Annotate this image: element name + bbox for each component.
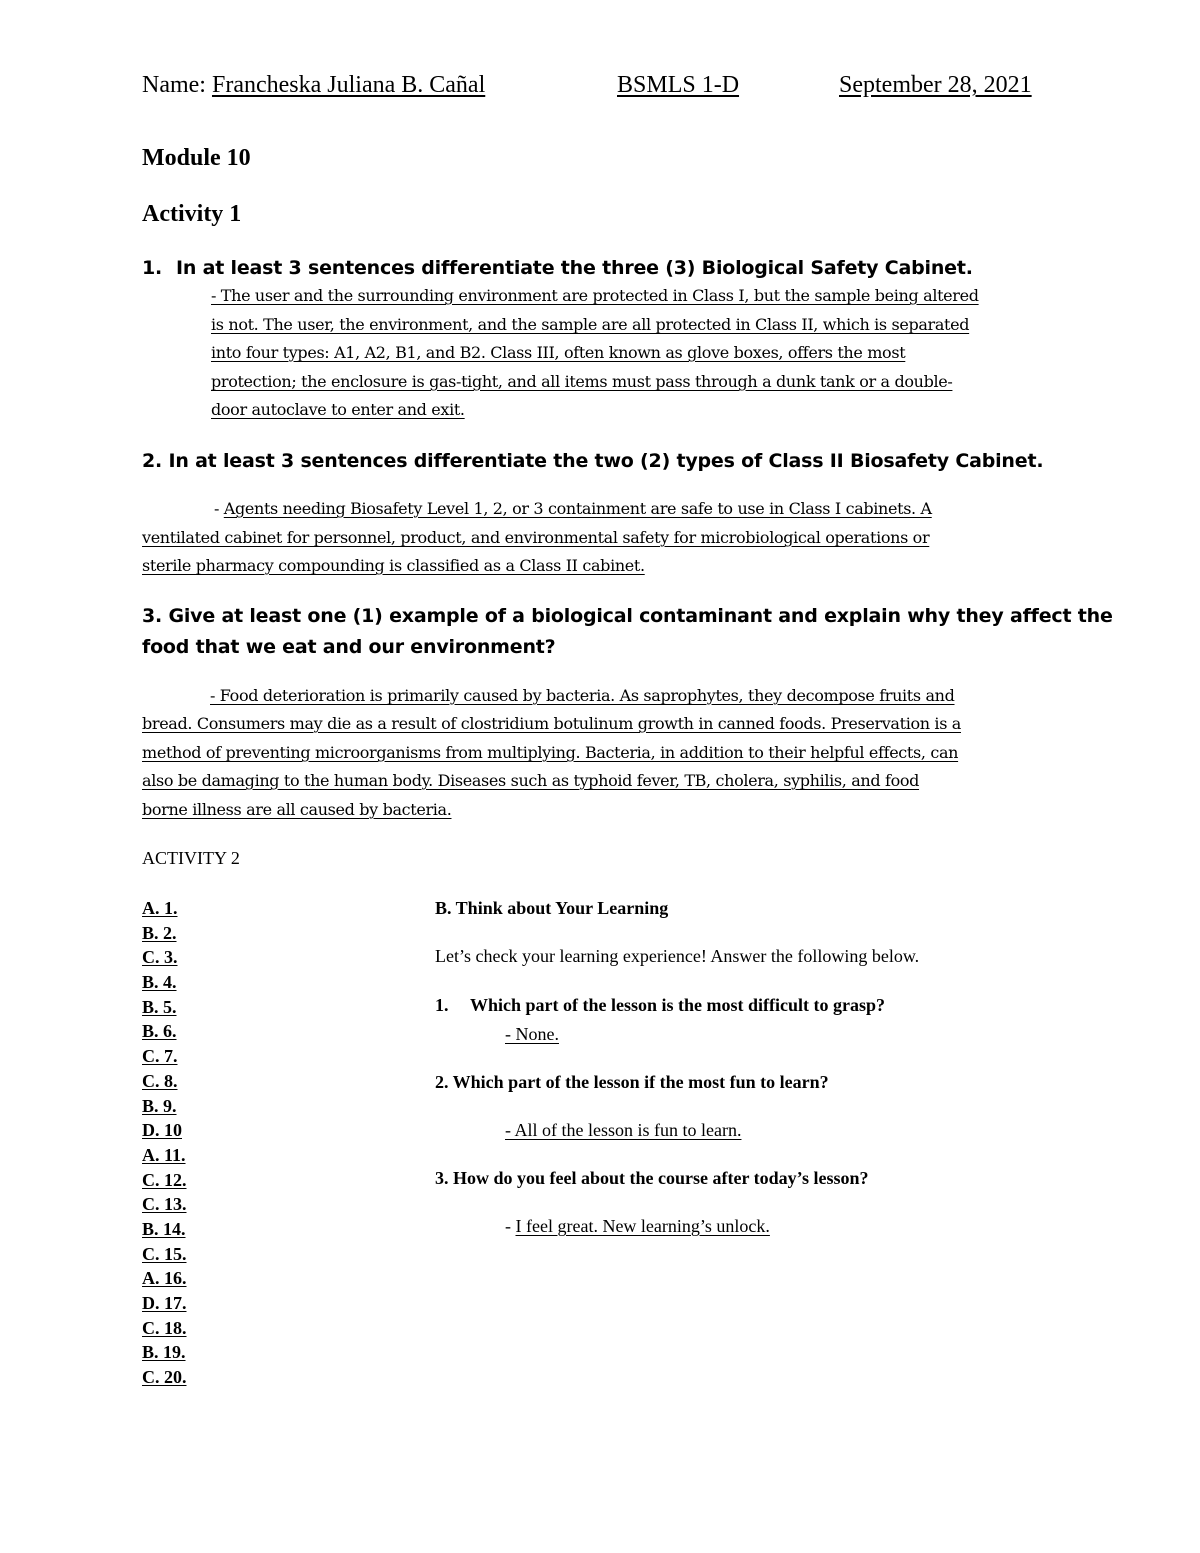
answer-key-item: A. 16.	[142, 1268, 187, 1289]
answer-key-item: A. 11.	[142, 1144, 186, 1165]
answer-2-line: sterile pharmacy compounding is classified as a Class II cabinet.	[142, 556, 645, 575]
answer-key-item: C. 13.	[142, 1194, 187, 1215]
answer-key-list	[142, 897, 187, 1391]
student-name: Francheska Juliana B. Cañal	[211, 72, 486, 98]
reflection-answer-2: - All of the lesson is fun to learn.	[505, 1120, 742, 1140]
answer-1-line: into four types: A1, A2, B1, and B2. Class III, often known as glove boxes, offers the most	[211, 343, 906, 362]
answer-2-line: ventilated cabinet for personnel, product, and environmental safety for microbiological operations or	[142, 528, 930, 547]
reflection-answer-3-dash: -	[505, 1216, 516, 1236]
answer-2-line: Agents needing Biosafety Level 1, 2, or 3 containment are safe to use in Class I cabinets. A	[223, 499, 932, 518]
answer-key-item: B. 19.	[142, 1342, 186, 1363]
answer-key-item: A. 1.	[142, 898, 178, 918]
answer-key-item: D. 10	[142, 1120, 182, 1141]
answer-key-item: C. 20.	[142, 1367, 187, 1388]
activity-2-title: ACTIVITY 2	[142, 848, 240, 868]
answer-key-item: C. 8.	[142, 1070, 178, 1091]
answer-key-item: C. 7.	[142, 1046, 178, 1067]
answer-1-line: door autoclave to enter and exit.	[211, 400, 465, 419]
think-about-intro: Let’s check your learning experience! Answer the following below.	[435, 946, 920, 966]
answer-key-item: B. 5.	[142, 996, 177, 1017]
section: BSMLS 1-D	[617, 72, 740, 98]
answer-3-line: bread. Consumers may die as a result of clostridium botulinum growth in canned foods. Preservation is a	[142, 714, 961, 733]
answer-2-dash: -	[214, 499, 224, 518]
answer-key-item: C. 12.	[142, 1169, 187, 1190]
module-title: Module 10	[142, 145, 251, 171]
question-2: 2. In at least 3 sentences differentiate the two (2) types of Class II Biosafety Cabinet.	[142, 450, 1044, 472]
answer-1-line: is not. The user, the environment, and the sample are all protected in Class II, which is separated	[211, 315, 970, 334]
date: September 28, 2021	[839, 72, 1032, 98]
student-name-line	[142, 72, 485, 99]
reflection-question-3: 3. How do you feel about the course after today’s lesson?	[435, 1168, 869, 1188]
reflection-answer-3-text: I feel great. New learning’s unlock.	[515, 1216, 770, 1236]
answer-2-first-line	[214, 499, 932, 518]
answer-3-line: - Food deterioration is primarily caused by bacteria. As saprophytes, they decompose fruits and	[210, 686, 955, 705]
answer-3-line: borne illness are all caused by bacteria.	[142, 800, 452, 819]
answer-key-item: B. 2.	[142, 922, 177, 943]
answer-3-line: method of preventing microorganisms from multiplying. Bacteria, in addition to their helpful effects, can	[142, 743, 959, 762]
answer-3-line: also be damaging to the human body. Diseases such as typhoid fever, TB, cholera, syphilis, and food	[142, 771, 920, 790]
reflection-question-1-number: 1.	[435, 995, 449, 1015]
reflection-answer-1: - None.	[505, 1024, 559, 1044]
question-1: In at least 3 sentences differentiate the three (3) Biological Safety Cabinet.	[176, 257, 973, 279]
reflection-question-1: Which part of the lesson is the most difficult to grasp?	[470, 995, 885, 1015]
answer-1-line: - The user and the surrounding environment are protected in Class I, but the sample being altered	[211, 286, 979, 305]
reflection-question-2: 2. Which part of the lesson if the most fun to learn?	[435, 1072, 829, 1092]
answer-key-item: B. 4.	[142, 972, 177, 993]
question-3-line: 3. Give at least one (1) example of a biological contaminant and explain why they affect the	[142, 605, 1113, 627]
answer-key-item: B. 6.	[142, 1021, 177, 1042]
answer-key-item: C. 3.	[142, 947, 178, 968]
answer-key-item: B. 14.	[142, 1218, 186, 1239]
think-about-title: B. Think about Your Learning	[435, 898, 669, 918]
question-3-line: food that we eat and our environment?	[142, 636, 556, 658]
name-label: Name:	[142, 72, 212, 98]
answer-key-item: C. 18.	[142, 1317, 187, 1338]
answer-key-item: B. 9.	[142, 1095, 177, 1116]
answer-key-item: D. 17.	[142, 1293, 187, 1313]
activity-1-title: Activity 1	[142, 201, 242, 227]
reflection-answer-3	[505, 1216, 770, 1237]
answer-key-item: C. 15.	[142, 1243, 187, 1264]
question-1-number: 1.	[142, 257, 163, 279]
answer-1-line: protection; the enclosure is gas-tight, and all items must pass through a dunk tank or a double-	[211, 372, 953, 391]
